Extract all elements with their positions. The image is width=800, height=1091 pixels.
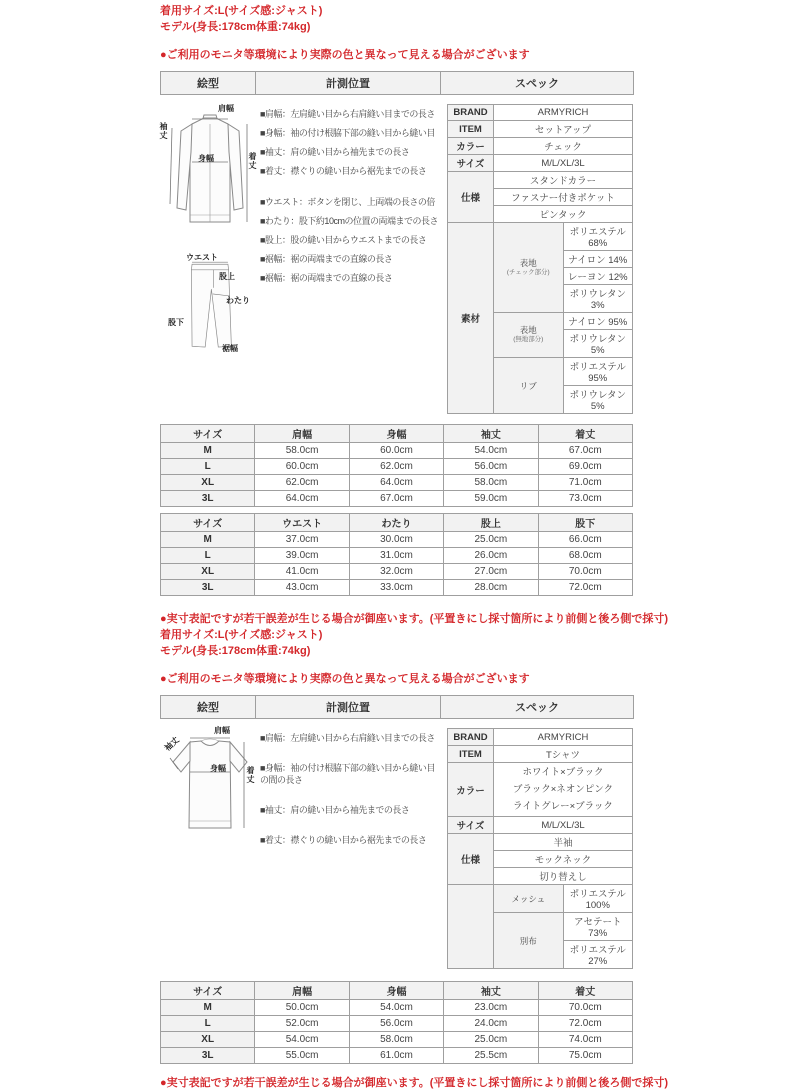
spec-color-option: ホワイト×ブラック (522, 767, 604, 778)
size-cell: 72.0cm (538, 1016, 632, 1032)
spec-size-label: サイズ (448, 155, 494, 172)
section2-diagram-column (160, 728, 260, 969)
size-col-header: わたり (349, 514, 443, 532)
spec-feature: ピンタック (494, 206, 633, 223)
pants-line-art (160, 256, 260, 356)
size-cell: 56.0cm (349, 1016, 443, 1032)
size-row-label: XL (161, 475, 255, 491)
size-cell: 61.0cm (349, 1048, 443, 1064)
size-table-jacket (160, 424, 633, 507)
header-illustration: 絵型 (161, 72, 256, 95)
model-note-2: モデル(身長:178cm体重:74kg) (160, 645, 311, 657)
size-col-header: 身幅 (349, 425, 443, 443)
spec-color-value (494, 763, 633, 817)
size-cell: 55.0cm (255, 1048, 349, 1064)
spec-features-label: 仕様 (448, 172, 494, 223)
measure-line: ■肩幅：左肩縫い目から右肩縫い目までの長さ (260, 109, 435, 119)
size-cell: 31.0cm (349, 548, 443, 564)
size-cell: 25.5cm (444, 1048, 538, 1064)
jacket-diagram (160, 104, 260, 254)
spec-features-label: 仕様 (448, 834, 494, 885)
spec-feature: 切り替えし (494, 868, 633, 885)
material-group-rib (494, 358, 564, 414)
size-col-header: 着丈 (538, 982, 632, 1000)
size-cell: 62.0cm (349, 459, 443, 475)
material-item: ナイロン 14% (563, 251, 633, 268)
pants-waist-label: ウエスト (186, 253, 218, 262)
table-row (161, 491, 633, 507)
spacer (160, 659, 633, 671)
material-group-name: 表地 (519, 257, 537, 268)
size-cell: 43.0cm (255, 580, 349, 596)
material-group-subnote: (チェック部分) (506, 268, 550, 276)
measure-line: ■ウエスト：ボタンを閉じ、上両端の長さの倍 (260, 197, 435, 207)
size-cell: 25.0cm (444, 532, 538, 548)
jacket-body-width-label: 身幅 (198, 154, 214, 163)
tshirt-length-label: 着丈 (246, 766, 255, 784)
size-cell: 58.0cm (444, 475, 538, 491)
material-group-outer-plain (494, 313, 564, 358)
section2-measurements (260, 728, 447, 969)
spec-feature: スタンドカラー (494, 172, 633, 189)
size-cell: 60.0cm (349, 443, 443, 459)
spacer (160, 63, 633, 71)
pants-diagram (160, 253, 260, 356)
size-cell: 67.0cm (349, 491, 443, 507)
pants-hem-label: 裾幅 (222, 344, 238, 353)
wear-size-note-1: 着用サイズ:L(サイズ感:ジャスト) (160, 5, 323, 17)
spec-size-value: M/L/XL/3L (494, 155, 633, 172)
size-row-label: 3L (161, 1048, 255, 1064)
material-item: ポリエステル 27% (563, 941, 633, 969)
size-cell: 54.0cm (349, 1000, 443, 1016)
measure-line: ■裾幅：裾の両端までの直線の長さ (260, 254, 393, 264)
size-col-header: 身幅 (349, 982, 443, 1000)
pants-rise-label: 股上 (219, 272, 235, 281)
size-col-header: 肩幅 (255, 425, 349, 443)
measure-disclaimer-2: ●実寸表記ですが若干誤差が生じる場合が御座います。(平置きにし採寸箇所により前側と後ろ側で採寸) (160, 1077, 669, 1089)
size-col-header: サイズ (161, 425, 255, 443)
spacer (160, 687, 633, 695)
material-group-name: リブ (519, 380, 537, 391)
size-cell: 75.0cm (538, 1048, 632, 1064)
material-item: ポリウレタン 3% (563, 285, 633, 313)
spacer (160, 596, 633, 611)
measure-line: ■肩幅：左肩縫い目から右肩縫い目までの長さ (260, 733, 435, 743)
spacer (260, 184, 447, 196)
spec-color-option: ライトグレー×ブラック (513, 801, 613, 812)
size-cell: 52.0cm (255, 1016, 349, 1032)
size-cell: 70.0cm (538, 1000, 632, 1016)
size-cell: 74.0cm (538, 1032, 632, 1048)
measure-line: ■裾幅：裾の両端までの直線の長さ (260, 273, 393, 283)
monitor-note-2: ●ご利用のモニタ等環境により実際の色と異なって見える場合がございます (160, 673, 530, 685)
measure-line: ■身幅：袖の付け根脇下部の縫い目から縫い目 (260, 128, 435, 138)
tshirt-shoulder-width-label: 肩幅 (214, 726, 230, 735)
spec-material-label (448, 885, 494, 969)
material-item: ポリエステル 100% (563, 885, 633, 913)
size-row-label: M (161, 443, 255, 459)
section1-spec-column (447, 104, 633, 414)
tshirt-diagram (160, 728, 260, 848)
spec-item-label: ITEM (448, 121, 494, 138)
spec-feature: 半袖 (494, 834, 633, 851)
section1-diagram-column (160, 104, 260, 414)
material-item: アセテート 73% (563, 913, 633, 941)
size-col-header: サイズ (161, 982, 255, 1000)
spec-brand-value: ARMYRICH (494, 729, 633, 746)
material-group-outer-check (494, 223, 564, 313)
spec-item-value: Tシャツ (494, 746, 633, 763)
size-row-label: M (161, 1000, 255, 1016)
section2-body (160, 728, 633, 969)
size-row-label: L (161, 548, 255, 564)
jacket-line-art (160, 104, 260, 254)
table-row (161, 475, 633, 491)
spec-color-value: チェック (494, 138, 633, 155)
measure-line: ■着丈：襟ぐりの縫い目から裾先までの長さ (260, 835, 427, 845)
spec-color-label: カラー (448, 138, 494, 155)
pants-thigh-label: わたり (226, 296, 250, 305)
material-item: ポリウレタン 5% (563, 330, 633, 358)
table-row (161, 548, 633, 564)
size-cell: 27.0cm (444, 564, 538, 580)
size-col-header: 肩幅 (255, 982, 349, 1000)
measure-line: ■袖丈：肩の縫い目から袖先までの長さ (260, 147, 410, 157)
size-row-label: XL (161, 564, 255, 580)
table-row (161, 532, 633, 548)
spec-material-label: 素材 (448, 223, 494, 414)
table-row (161, 443, 633, 459)
size-cell: 68.0cm (538, 548, 632, 564)
size-cell: 37.0cm (255, 532, 349, 548)
size-cell: 32.0cm (349, 564, 443, 580)
spacer (160, 1064, 633, 1075)
table-row (161, 459, 633, 475)
size-cell: 58.0cm (255, 443, 349, 459)
header-measure-position: 計測位置 (256, 696, 441, 719)
size-col-header: 股上 (444, 514, 538, 532)
size-table-pants (160, 513, 633, 596)
spec-brand-label: BRAND (448, 729, 494, 746)
material-group-name: 別布 (519, 935, 537, 946)
size-cell: 41.0cm (255, 564, 349, 580)
size-col-header: 着丈 (538, 425, 632, 443)
size-cell: 64.0cm (255, 491, 349, 507)
header-measure-position: 計測位置 (256, 72, 441, 95)
table-row (161, 1048, 633, 1064)
spec-color-option: ブラック×ネオンピンク (512, 784, 614, 795)
material-item: ポリウレタン 5% (563, 386, 633, 414)
section1-spec-table (447, 104, 633, 414)
table-row (161, 564, 633, 580)
section1-body (160, 104, 633, 414)
size-cell: 69.0cm (538, 459, 632, 475)
spec-item-label: ITEM (448, 746, 494, 763)
measure-line: ■袖丈：肩の縫い目から袖先までの長さ (260, 805, 410, 815)
size-col-header: サイズ (161, 514, 255, 532)
spacer (160, 35, 633, 47)
header-spec: スペック (441, 72, 634, 95)
product-size-page (159, 0, 669, 1091)
section2-header-table (160, 695, 634, 719)
size-cell: 24.0cm (444, 1016, 538, 1032)
measure-line: ■身幅：袖の付け根脇下部の縫い目から縫い目の間の長さ (260, 763, 435, 785)
section1-measurements (260, 104, 447, 414)
spec-size-value: M/L/XL/3L (494, 817, 633, 834)
jacket-length-label: 着丈 (248, 152, 257, 170)
size-row-label: 3L (161, 580, 255, 596)
size-cell: 58.0cm (349, 1032, 443, 1048)
size-row-label: XL (161, 1032, 255, 1048)
size-cell: 33.0cm (349, 580, 443, 596)
material-item: ナイロン 95% (563, 313, 633, 330)
size-cell: 70.0cm (538, 564, 632, 580)
size-row-label: L (161, 459, 255, 475)
measure-line: ■股上：股の縫い目からウエストまでの長さ (260, 235, 427, 245)
size-cell: 66.0cm (538, 532, 632, 548)
size-cell: 26.0cm (444, 548, 538, 564)
size-col-header: ウエスト (255, 514, 349, 532)
size-row-label: 3L (161, 491, 255, 507)
size-table-tshirt (160, 981, 633, 1064)
spec-item-value: セットアップ (494, 121, 633, 138)
size-row-label: M (161, 532, 255, 548)
material-group-mesh (494, 885, 564, 913)
spec-feature: モックネック (494, 851, 633, 868)
size-cell: 60.0cm (255, 459, 349, 475)
size-cell: 64.0cm (349, 475, 443, 491)
jacket-sleeve-length-label: 袖丈 (159, 122, 168, 140)
size-cell: 62.0cm (255, 475, 349, 491)
size-cell: 67.0cm (538, 443, 632, 459)
spec-color-label: カラー (448, 763, 494, 817)
measure-disclaimer-1: ●実寸表記ですが若干誤差が生じる場合が御座います。(平置きにし採寸箇所により前側と後ろ側で採寸) (160, 613, 669, 625)
monitor-note-1: ●ご利用のモニタ等環境により実際の色と異なって見える場合がございます (160, 49, 530, 61)
spec-feature: ファスナー付きポケット (494, 189, 633, 206)
measure-line: ■わたり：股下約10cmの位置の両端までの長さ (260, 216, 438, 226)
size-cell: 54.0cm (444, 443, 538, 459)
size-cell: 71.0cm (538, 475, 632, 491)
pants-inseam-label: 股下 (168, 318, 184, 327)
size-col-header: 股下 (538, 514, 632, 532)
measure-line: ■着丈：襟ぐりの縫い目から裾先までの長さ (260, 166, 427, 176)
material-item: ポリエステル 95% (563, 358, 633, 386)
size-cell: 73.0cm (538, 491, 632, 507)
material-item: レーヨン 12% (563, 268, 633, 285)
size-cell: 56.0cm (444, 459, 538, 475)
material-group-subnote: (無地部分) (513, 336, 544, 343)
model-note-1: モデル(身長:178cm体重:74kg) (160, 21, 311, 33)
size-col-header: 袖丈 (444, 425, 538, 443)
table-row (161, 1016, 633, 1032)
tshirt-body-width-label: 身幅 (210, 764, 226, 773)
size-cell: 72.0cm (538, 580, 632, 596)
size-cell: 50.0cm (255, 1000, 349, 1016)
table-row (161, 1000, 633, 1016)
size-cell: 59.0cm (444, 491, 538, 507)
material-group-other-fabric (494, 913, 564, 969)
table-row (161, 1032, 633, 1048)
section1-header-table (160, 71, 634, 95)
size-cell: 23.0cm (444, 1000, 538, 1016)
material-group-name: 表地 (519, 325, 537, 335)
header-illustration: 絵型 (161, 696, 256, 719)
header-spec: スペック (441, 696, 634, 719)
jacket-shoulder-width-label: 肩幅 (218, 104, 234, 113)
wear-size-note-2: 着用サイズ:L(サイズ感:ジャスト) (160, 629, 323, 641)
material-group-name: メッシュ (511, 893, 546, 904)
size-cell: 39.0cm (255, 548, 349, 564)
size-cell: 54.0cm (255, 1032, 349, 1048)
spec-size-label: サイズ (448, 817, 494, 834)
size-row-label: L (161, 1016, 255, 1032)
spec-brand-label: BRAND (448, 105, 494, 121)
section2-spec-table (447, 728, 633, 969)
tshirt-sleeve-length-label: 袖丈 (163, 735, 181, 753)
size-cell: 28.0cm (444, 580, 538, 596)
spec-brand-value: ARMYRICH (494, 105, 633, 121)
size-cell: 30.0cm (349, 532, 443, 548)
size-cell: 25.0cm (444, 1032, 538, 1048)
section2-spec-column (447, 728, 633, 969)
table-row (161, 580, 633, 596)
material-item: ポリエステル 68% (563, 223, 633, 251)
size-col-header: 袖丈 (444, 982, 538, 1000)
